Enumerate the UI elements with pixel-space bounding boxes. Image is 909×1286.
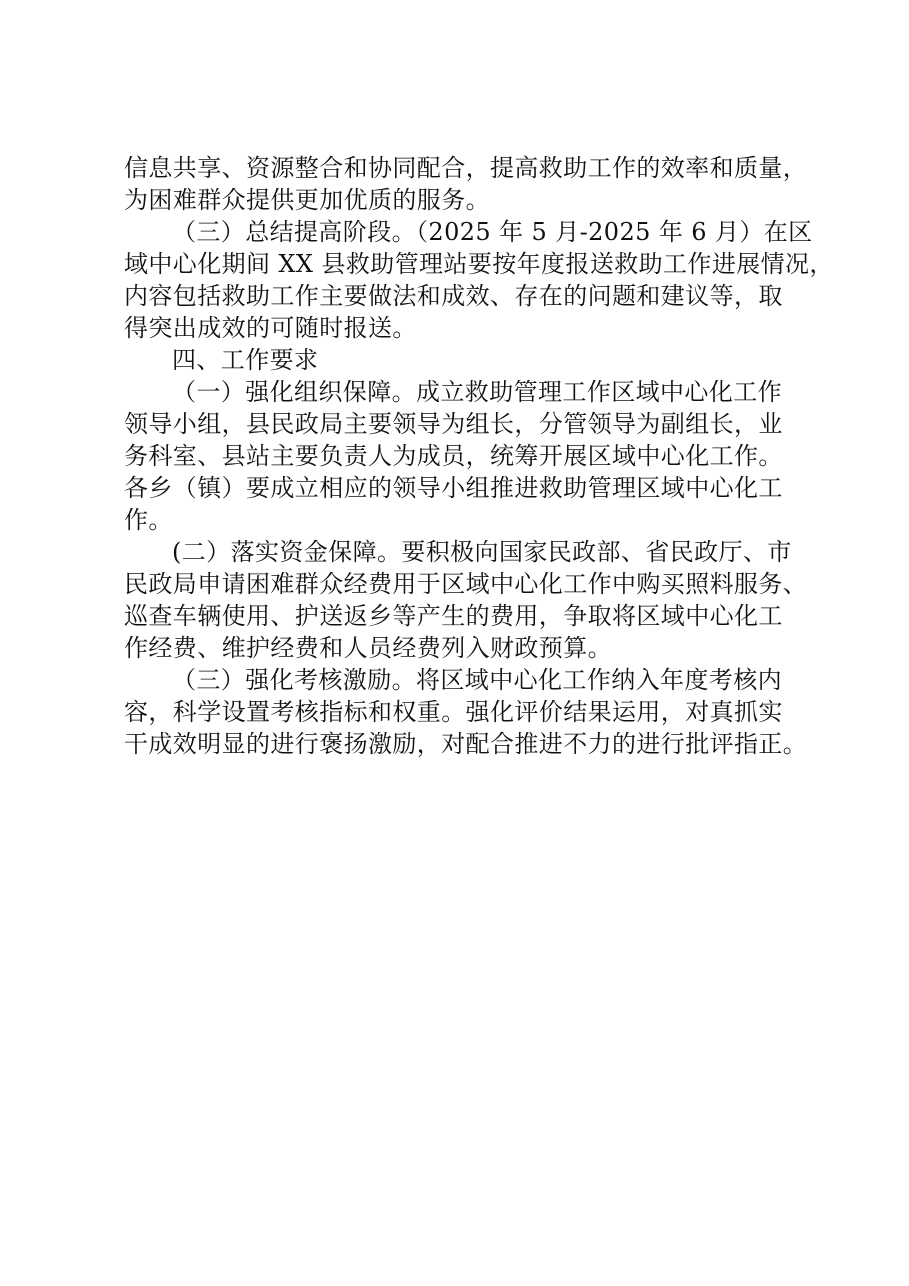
paragraph-line: 巡查车辆使用、护送返乡等产生的费用，争取将区域中心化工 xyxy=(124,602,783,630)
paragraph-line: 域中心化期间 XX 县救助管理站要按年度报送救助工作进展情况， xyxy=(124,250,834,278)
paragraph-line: 作经费、维护经费和人员经费列入财政预算。 xyxy=(124,634,612,662)
section-heading: 四、工作要求 xyxy=(172,346,319,374)
paragraph-line: 干成效明显的进行褒扬激励，对配合推进不力的进行批评指正。 xyxy=(124,730,808,758)
paragraph-line: 为困难群众提供更加优质的服务。 xyxy=(124,186,490,214)
paragraph-line: 各乡（镇）要成立相应的领导小组推进救助管理区域中心化工 xyxy=(124,474,783,502)
paragraph-line: 信息共享、资源整合和协同配合，提高救助工作的效率和质量， xyxy=(124,154,808,182)
paragraph-line: 得突出成效的可随时报送。 xyxy=(124,314,417,342)
paragraph-line: 民政局申请困难群众经费用于区域中心化工作中购买照料服务、 xyxy=(124,570,808,598)
paragraph-line: 领导小组，县民政局主要领导为组长，分管领导为副组长，业 xyxy=(124,410,783,438)
paragraph-line: 作。 xyxy=(124,506,173,534)
paragraph-line: （三）总结提高阶段。（2025 年 5 月-2025 年 6 月）在区 xyxy=(172,218,813,246)
paragraph-line: 容，科学设置考核指标和权重。强化评价结果运用，对真抓实 xyxy=(124,698,783,726)
paragraph-line: 内容包括救助工作主要做法和成效、存在的问题和建议等，取 xyxy=(124,282,783,310)
paragraph-line: (二）落实资金保障。要积极向国家民政部、省民政厅、市 xyxy=(172,538,792,566)
paragraph-line: （三）强化考核激励。将区域中心化工作纳入年度考核内 xyxy=(172,666,782,694)
paragraph-line: （一）强化组织保障。成立救助管理工作区域中心化工作 xyxy=(172,378,782,406)
document-body xyxy=(124,152,834,760)
paragraph-line: 务科室、县站主要负责人为成员，统筹开展区域中心化工作。 xyxy=(124,442,783,470)
